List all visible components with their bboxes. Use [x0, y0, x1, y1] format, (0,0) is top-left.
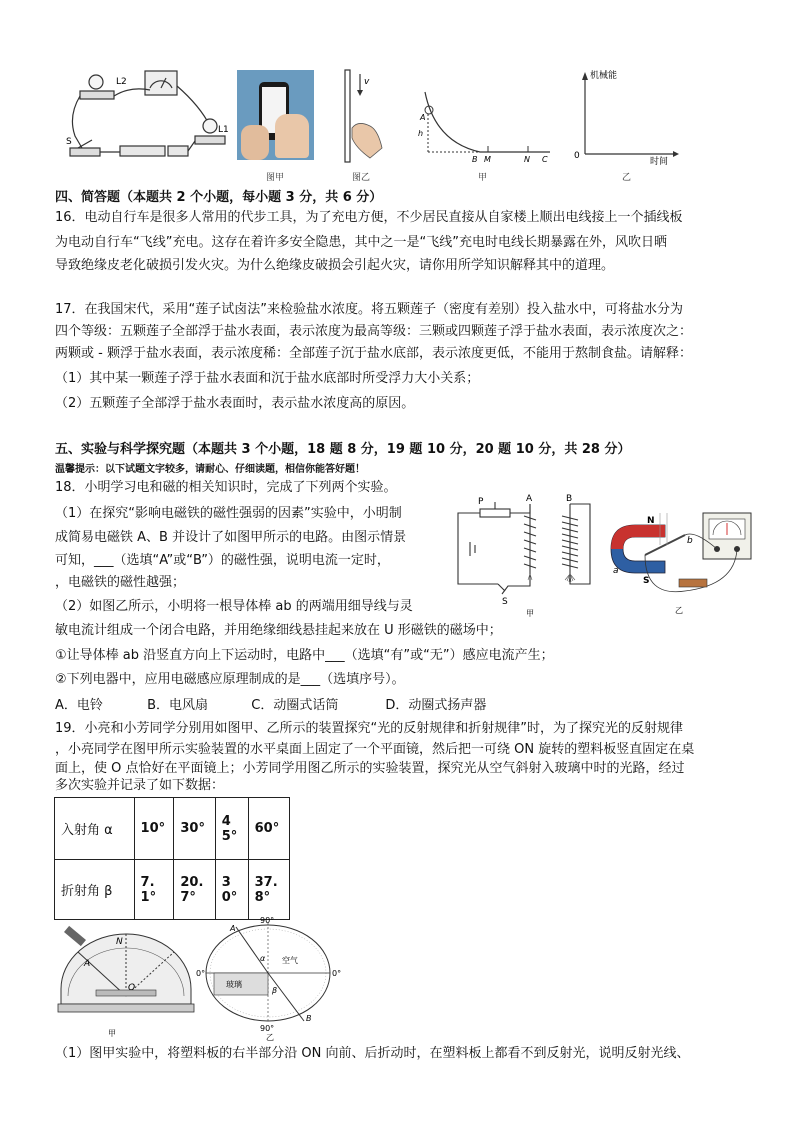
label-a-end: a	[613, 566, 619, 576]
q18-line2: （1）在探究“影响电磁铁的磁性强弱的因素”实验中，小明制	[55, 506, 402, 521]
velocity-label: v	[364, 77, 370, 87]
caption-fig-jia: 甲	[526, 609, 534, 618]
q18-line7: 敏电流计组成一个闭合电路，并用绝缘细线悬挂起来放在 U 形磁铁的磁场中；	[55, 623, 502, 638]
label-b: B	[472, 155, 478, 164]
option-b: B．电风扇	[147, 698, 209, 713]
table-cell: 37.8°	[248, 860, 289, 920]
label-n: N	[116, 937, 123, 947]
curve-track-diagram	[410, 72, 560, 172]
graph-ylabel: 机械能	[590, 71, 618, 81]
caption-fig-yi: 乙	[675, 606, 683, 615]
angle-table	[54, 797, 290, 920]
label-b-end: b	[687, 536, 693, 546]
row-label-refraction: 折射角 β	[55, 860, 135, 920]
meter	[145, 71, 177, 95]
q19-line2: ，小亮同学在图甲所示实验装置的水平桌面上固定了一个平面镜，然后把一可绕 ON 旋转的塑料板竖直固定在桌	[55, 742, 695, 757]
bulb-l1-base	[195, 136, 225, 144]
bulb-l2-base	[80, 91, 114, 99]
bulb-l1	[203, 119, 217, 133]
table-row	[55, 860, 290, 920]
table-row	[55, 798, 290, 860]
label-p: P	[478, 497, 484, 507]
section5-heading: 五、实验与科学探究题（本题共 3 个小题，18 题 8 分，19 题 10 分，20 题 10 分，共 28 分）	[55, 442, 631, 457]
label-0-left: 0°	[196, 969, 206, 978]
caption-q19-yi: 乙	[266, 1033, 274, 1042]
q17-sub2: （2）五颗莲子全部浮于盐水表面时，表示盐水浓度高的原因。	[55, 396, 415, 411]
energy-graph	[570, 66, 680, 166]
label-a: A	[84, 959, 91, 969]
battery	[120, 146, 165, 156]
label-air: 空气	[282, 956, 298, 965]
q16-line2: 为电动自行车“飞线”充电。这存在着许多安全隐患，其中之一是“飞线”充电时电线长期暴露在外，风吹日晒	[55, 235, 667, 250]
row-label-incidence: 入射角 α	[55, 798, 135, 860]
label-90-bottom: 90°	[260, 1024, 275, 1033]
hand-left	[241, 125, 269, 160]
table-cell: 7.1°	[134, 860, 174, 920]
label-s: S	[66, 137, 72, 147]
label-glass: 玻璃	[226, 980, 242, 989]
q18-line6: （2）如图乙所示，小明将一根导体棒 ab 的两端用细导线与灵	[55, 599, 413, 614]
q18-line8: ①让导体棒 ab 沿竖直方向上下运动时，电路中___（选填“有”或“无”）感应电流产生；	[55, 648, 554, 663]
label-n-pole: N	[647, 516, 655, 526]
option-d: D．动圈式扬声器	[385, 698, 487, 713]
q18-line3: 成简易电磁铁 A、B 并设计了如图甲所示的电路。由图示情景	[55, 530, 407, 545]
label-h: h	[418, 129, 424, 138]
graph-xlabel: 时间	[650, 157, 669, 166]
switch-s	[70, 148, 100, 156]
label-b-magnet: B	[566, 494, 573, 504]
label-s-switch: S	[502, 597, 508, 607]
section4-heading: 四、简答题（本题共 2 个小题，每小题 3 分，共 6 分）	[55, 190, 383, 205]
q19-line1: 19．小亮和小芳同学分别用如图甲、乙所示的装置探究“光的反射规律和折射规律”时，为了探究光的反射规律	[55, 721, 684, 736]
q16-line1: 16．电动自行车是很多人常用的代步工具，为了充电方便，不少居民直接从自家楼上顺出电线接上一个插线板	[55, 210, 683, 225]
q19-line4: 多次实验并记录了如下数据：	[55, 778, 225, 793]
phone-photo	[237, 70, 314, 160]
label-ray-b: B	[306, 1014, 312, 1023]
q17-line2: 四个等级：五颗莲子全部浮于盐水表面，表示浓度为最高等级：三颗或四颗莲子浮于盐水表面，表示浓度次之：	[55, 324, 693, 339]
q18-fig-yi	[605, 505, 775, 617]
circuit-diagram	[60, 66, 230, 171]
bulb-l2	[89, 75, 103, 89]
option-c: C．动圈式话筒	[251, 698, 339, 713]
caption-jia-curve: 甲	[478, 173, 488, 183]
table-cell: 60°	[248, 798, 289, 860]
label-beta: β	[272, 986, 278, 995]
q17-line3: 两颗或 - 颗浮于盐水表面，表示浓度稀：全部莲子沉于盐水底部，表示浓度更低，不能用于熬制食盐。请解释：	[55, 346, 692, 361]
caption-jia-phone: 图甲	[266, 173, 285, 183]
option-a: A．电铃	[55, 698, 103, 713]
label-l2: L2	[116, 77, 127, 87]
label-c: C	[542, 155, 548, 164]
q19-fig-yi	[196, 917, 346, 1042]
q18-line1: 18．小明学习电和磁的相关知识时，完成了下列两个实验。	[55, 480, 397, 495]
label-ray-a: A	[230, 924, 236, 933]
table-cell: 30°	[215, 860, 248, 920]
label-0-right: 0°	[332, 969, 342, 978]
q19-sub1: （1）图甲实验中，将塑料板的右半部分沿 ON 向前、后折动时，在塑料板上都看不到反射光，说明反射光线、	[55, 1046, 690, 1061]
hand	[275, 114, 309, 158]
label-o: O	[128, 983, 136, 993]
label-m: M	[484, 155, 491, 164]
table-cell: 45°	[215, 798, 248, 860]
q17-sub1: （1）其中某一颗莲子浮于盐水表面和沉于盐水底部时所受浮力大小关系；	[55, 371, 480, 386]
q16-line3: 导致绝缘皮老化破损引发火灾。为什么绝缘皮破损会引起火灾，请你用所学知识解释其中的道理。	[55, 258, 615, 273]
q18-options	[55, 696, 486, 716]
table-cell: 30°	[174, 798, 215, 860]
table-cell: 20.7°	[174, 860, 215, 920]
q17-line1: 17．在我国宋代，采用“莲子试卤法”来检验盐水浓度。将五颗莲子（密度有差别）投入盐水中，可将盐水分为	[55, 302, 684, 317]
q18-line9: ②下列电器中，应用电磁感应原理制成的是___（选填序号）。	[55, 672, 405, 687]
q19-fig-jia	[56, 924, 196, 1039]
label-90-top: 90°	[260, 917, 275, 925]
section5-tip: 温馨提示：以下试题文字较多，请耐心、仔细读题，相信你能答好题！	[55, 464, 365, 475]
table-cell: 10°	[134, 798, 174, 860]
q18-line5: ，电磁铁的磁性越强；	[55, 575, 186, 590]
label-a-magnet: A	[526, 494, 533, 504]
caption-q19-jia: 甲	[108, 1029, 116, 1038]
label-s-pole: S	[643, 576, 650, 586]
label-n: N	[524, 155, 530, 164]
q18-line4: 可知，___（选填“A”或“B”）的磁性强，说明电流一定时，	[55, 553, 390, 568]
caption-yi-graph: 乙	[622, 173, 632, 183]
label-a: A	[420, 113, 426, 122]
finger-figure	[330, 68, 390, 168]
q18-fig-jia	[450, 494, 600, 619]
q19-line3: 面上，使 O 点恰好在平面镜上；小芳同学用图乙所示的实验装置，探究光从空气斜射入玻璃中时的光路，经过	[55, 761, 685, 776]
top-figures	[0, 60, 793, 185]
caption-yi-finger: 图乙	[352, 173, 371, 183]
graph-origin: 0	[574, 151, 580, 161]
label-l1: L1	[218, 125, 229, 135]
label-alpha: α	[260, 954, 266, 963]
